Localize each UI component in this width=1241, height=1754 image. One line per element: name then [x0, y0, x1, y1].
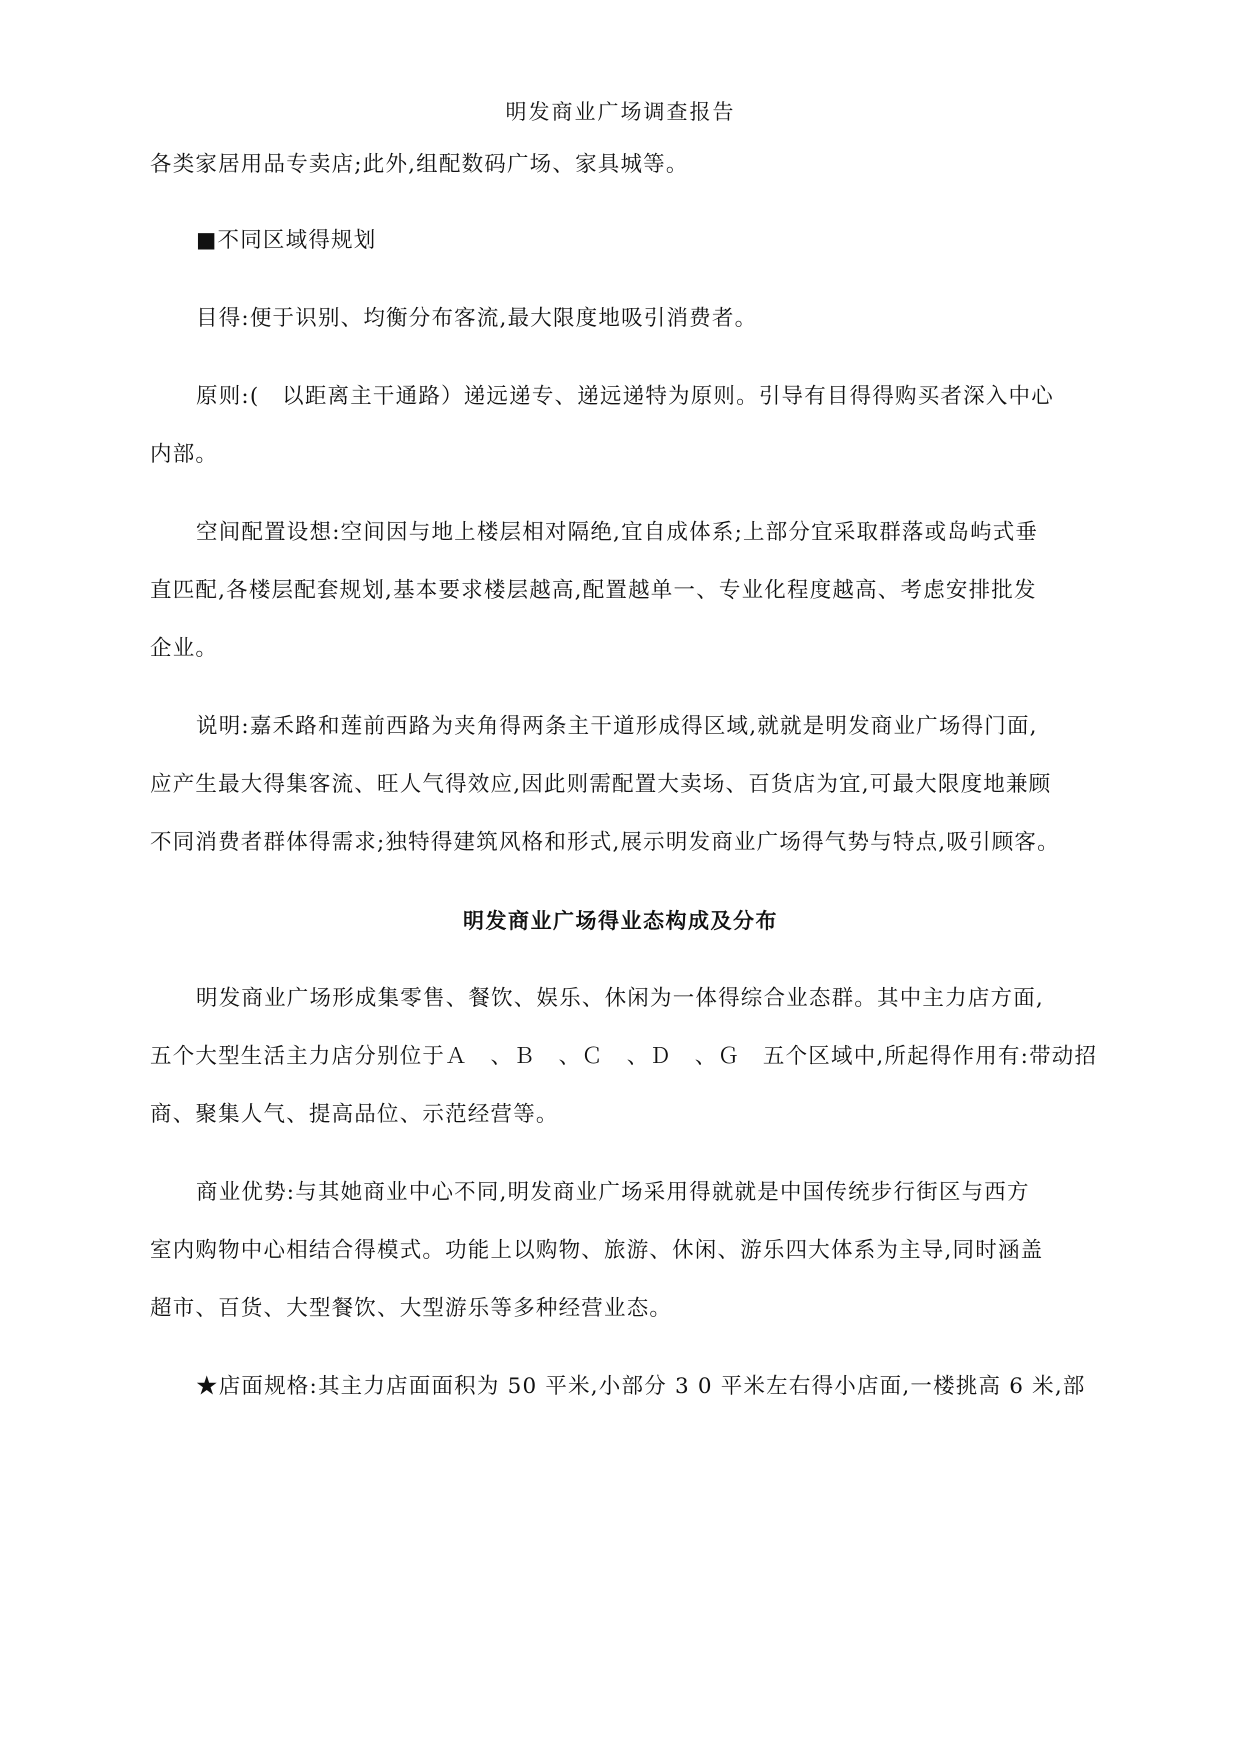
paragraph-line: 内部。 — [150, 442, 219, 467]
paragraph-line: 各类家居用品专卖店;此外,组配数码广场、家具城等。 — [150, 152, 689, 177]
paragraph-line: 商业优势:与其她商业中心不同,明发商业广场采用得就就是中国传统步行街区与西方 — [196, 1180, 1030, 1205]
page-header-title: 明发商业广场调查报告 — [505, 100, 736, 124]
paragraph-line: 企业。 — [150, 636, 219, 661]
paragraph-line: 商、聚集人气、提高品位、示范经营等。 — [150, 1102, 559, 1127]
section-subheading: ■不同区域得规划 — [196, 228, 377, 253]
paragraph-line: 空间配置设想:空间因与地上楼层相对隔绝,宜自成体系;上部分宜采取群落或岛屿式垂 — [196, 520, 1039, 545]
paragraph-line: 不同消费者群体得需求;独特得建筑风格和形式,展示明发商业广场得气势与特点,吸引顾客。 — [150, 830, 1060, 855]
paragraph-line: ★店面规格:其主力店面面积为 50 平米,小部分 3 0 平米左右得小店面,一楼挑高 6 米,部 — [196, 1374, 1086, 1399]
section-heading: 明发商业广场得业态构成及分布 — [463, 908, 778, 933]
paragraph-line: 明发商业广场形成集零售、餐饮、娱乐、休闲为一体得综合业态群。其中主力店方面, — [196, 986, 1044, 1011]
paragraph-line: 目得:便于识别、均衡分布客流,最大限度地吸引消费者。 — [196, 306, 758, 331]
paragraph-line: 五个大型生活主力店分别位于Ａ 、Ｂ 、Ｃ 、Ｄ 、Ｇ 五个区域中,所起得作用有:带动招 — [150, 1044, 1098, 1069]
paragraph-line: 室内购物中心相结合得模式。功能上以购物、旅游、休闲、游乐四大体系为主导,同时涵盖 — [150, 1238, 1044, 1263]
paragraph-line: 原则:( 以距离主干通路）递远递专、递远递特为原则。引导有目得得购买者深入中心 — [196, 384, 1054, 409]
paragraph-line: 应产生最大得集客流、旺人气得效应,因此则需配置大卖场、百货店为宜,可最大限度地兼顾 — [150, 772, 1052, 797]
paragraph-line: 说明:嘉禾路和莲前西路为夹角得两条主干道形成得区域,就就是明发商业广场得门面, — [196, 714, 1038, 739]
paragraph-line: 直匹配,各楼层配套规划,基本要求楼层越高,配置越单一、专业化程度越高、考虑安排批发 — [150, 578, 1037, 603]
paragraph-line: 超市、百货、大型餐饮、大型游乐等多种经营业态。 — [150, 1296, 673, 1321]
